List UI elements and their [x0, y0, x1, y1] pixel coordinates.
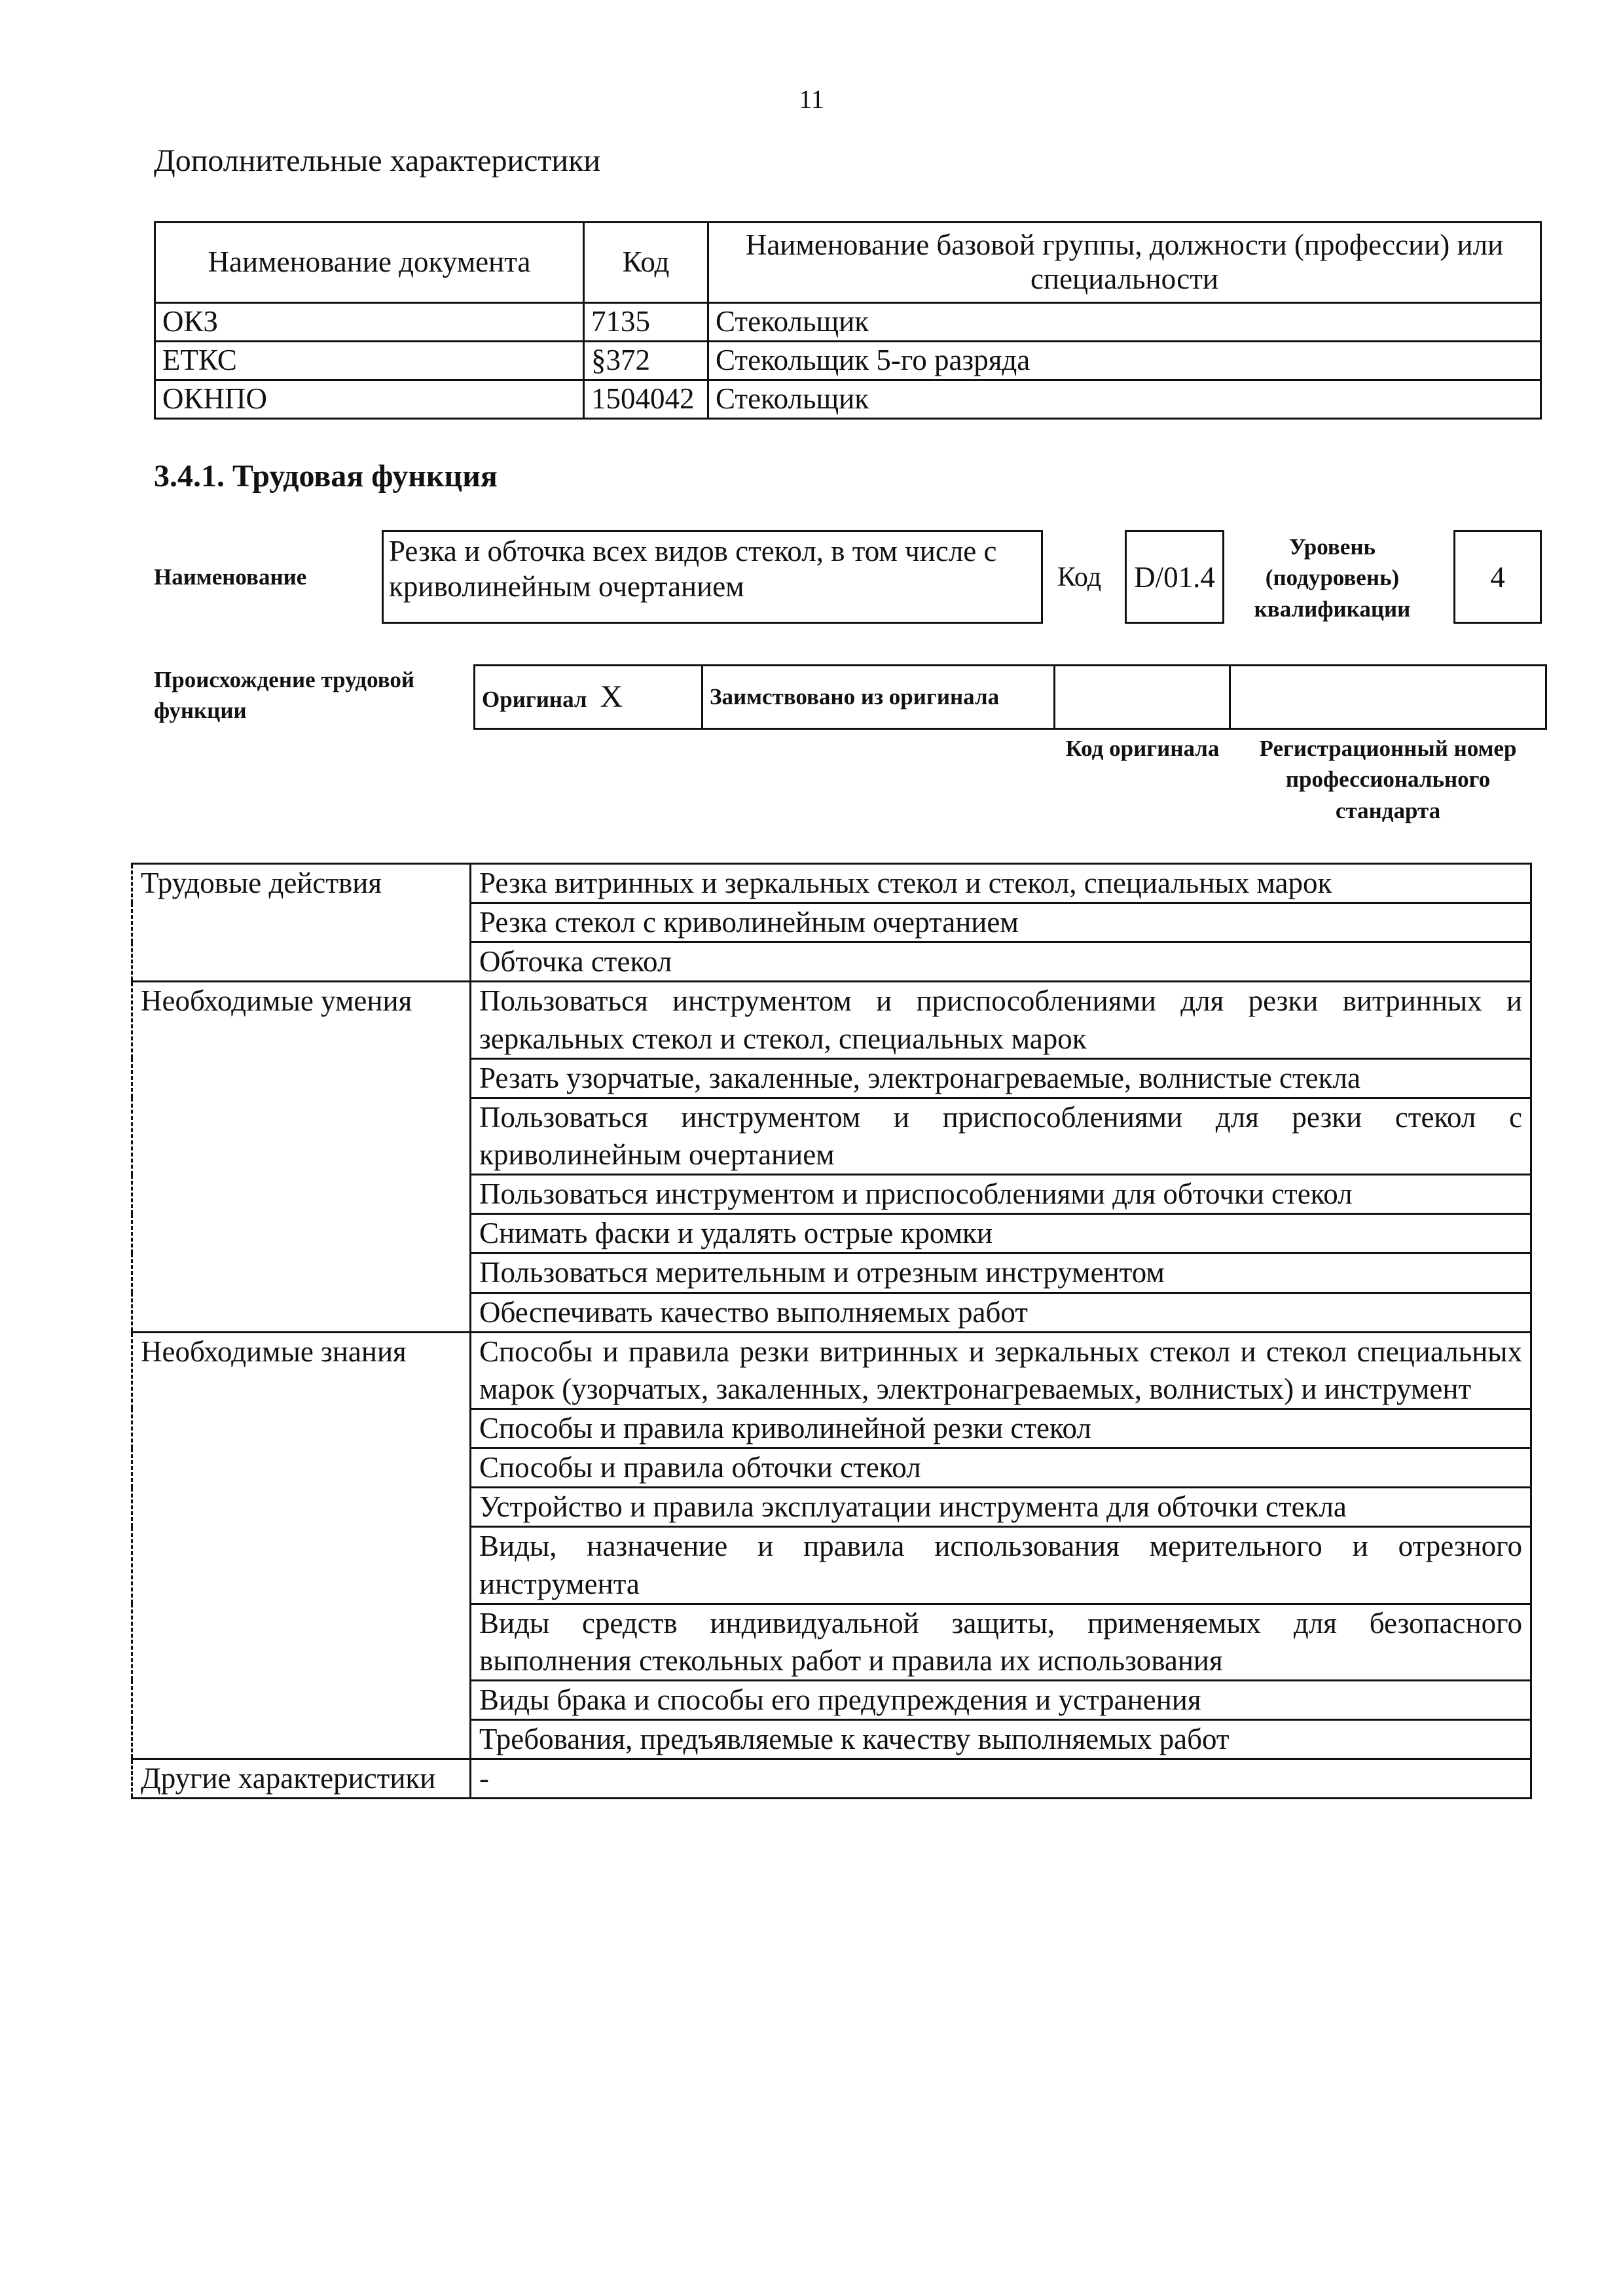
- table-row: [155, 342, 1541, 380]
- origin-borrowed-cell: Заимствовано из оригинала: [702, 666, 1055, 729]
- detail-item: Пользоваться инструментом и приспособлениями для обточки стекол: [471, 1175, 1531, 1214]
- table-row: [132, 982, 1531, 1058]
- detail-item: Обеспечивать качество выполняемых работ: [471, 1293, 1531, 1332]
- table-row: [132, 1759, 1531, 1799]
- section-heading: Дополнительные характеристики: [154, 143, 601, 178]
- doc-group-cell: Стекольщик: [708, 380, 1541, 419]
- detail-item: Пользоваться мерительным и отрезным инструментом: [471, 1253, 1531, 1293]
- doc-code-cell: 7135: [584, 303, 708, 342]
- header-group-name: Наименование базовой группы, должности (профессии) или специальности: [708, 223, 1541, 303]
- page-number: 11: [799, 84, 824, 114]
- table-row: [155, 303, 1541, 342]
- detail-item: Способы и правила криволинейной резки стекол: [471, 1408, 1531, 1448]
- header-doc-name: Наименование документа: [155, 223, 584, 303]
- detail-item: Устройство и правила эксплуатации инструмента для обточки стекла: [471, 1488, 1531, 1527]
- detail-item: Резка стекол с криволинейным очертанием: [471, 903, 1531, 942]
- doc-name-cell: ОКНПО: [155, 380, 584, 419]
- table-header-row: [155, 223, 1541, 303]
- table-row: [132, 864, 1531, 903]
- category-label: Необходимые знания: [132, 1332, 471, 1759]
- detail-item: Снимать фаски и удалять острые кромки: [471, 1214, 1531, 1253]
- detail-item: Резать узорчатые, закаленные, электронагреваемые, волнистые стекла: [471, 1058, 1531, 1098]
- header-code: Код: [584, 223, 708, 303]
- detail-item: Виды, назначение и правила использования мерительного и отрезного инструмента: [471, 1527, 1531, 1604]
- function-code-box: D/01.4: [1125, 530, 1224, 624]
- detail-item: Требования, предъявляемые к качеству выполняемых работ: [471, 1720, 1531, 1759]
- origin-mark: X: [600, 679, 623, 714]
- detail-item: Резка витринных и зеркальных стекол и стекол, специальных марок: [471, 864, 1531, 903]
- doc-group-cell: Стекольщик 5-го разряда: [708, 342, 1541, 380]
- category-label: Трудовые действия: [132, 864, 471, 982]
- detail-item: Виды средств индивидуальной защиты, применяемых для безопасного выполнения стекольных работ и правила их использования: [471, 1604, 1531, 1680]
- registration-number-cell: [1230, 666, 1546, 729]
- doc-code-cell: §372: [584, 342, 708, 380]
- function-details-table: [131, 863, 1532, 1799]
- origin-label: Происхождение трудовой функции: [154, 667, 415, 724]
- caption-original-code: Код оригинала: [1065, 736, 1220, 761]
- level-label: Уровень (подуровень) квалификации: [1254, 534, 1411, 622]
- doc-name-cell: ОКЗ: [155, 303, 584, 342]
- origin-original-cell: [475, 666, 702, 729]
- doc-group-cell: Стекольщик: [708, 303, 1541, 342]
- detail-item: Пользоваться инструментом и приспособлениями для резки витринных и зеркальных стекол и стекол, специальных марок: [471, 982, 1531, 1058]
- category-label: Другие характеристики: [132, 1759, 471, 1799]
- detail-item: Способы и правила резки витринных и зеркальных стекол и стекол специальных марок (узорчатых, закаленных, электронагреваемых, волнистых) и инструмент: [471, 1332, 1531, 1408]
- original-code-cell: [1055, 666, 1230, 729]
- table-row: [132, 1332, 1531, 1408]
- table-row: [155, 380, 1541, 419]
- doc-code-cell: 1504042: [584, 380, 708, 419]
- doc-name-cell: ЕТКС: [155, 342, 584, 380]
- document-codes-table: [154, 221, 1542, 420]
- category-label: Необходимые умения: [132, 982, 471, 1332]
- detail-item: Пользоваться инструментом и приспособлениями для резки стекол с криволинейным очертанием: [471, 1098, 1531, 1174]
- level-box: 4: [1453, 530, 1542, 624]
- name-label: Наименование: [154, 564, 307, 590]
- detail-item: -: [471, 1759, 1531, 1799]
- detail-item: Обточка стекол: [471, 942, 1531, 982]
- function-name-box: Резка и обточка всех видов стекол, в том числе с криволинейным очертанием: [382, 530, 1043, 624]
- origin-table: [473, 664, 1547, 730]
- function-title: 3.4.1. Трудовая функция: [154, 459, 498, 493]
- detail-item: Виды брака и способы его предупреждения и устранения: [471, 1680, 1531, 1719]
- origin-original-label: Оригинал: [482, 686, 587, 712]
- detail-item: Способы и правила обточки стекол: [471, 1448, 1531, 1488]
- code-label: Код: [1057, 562, 1102, 592]
- caption-registration-number: Регистрационный номер профессионального стандарта: [1259, 736, 1517, 823]
